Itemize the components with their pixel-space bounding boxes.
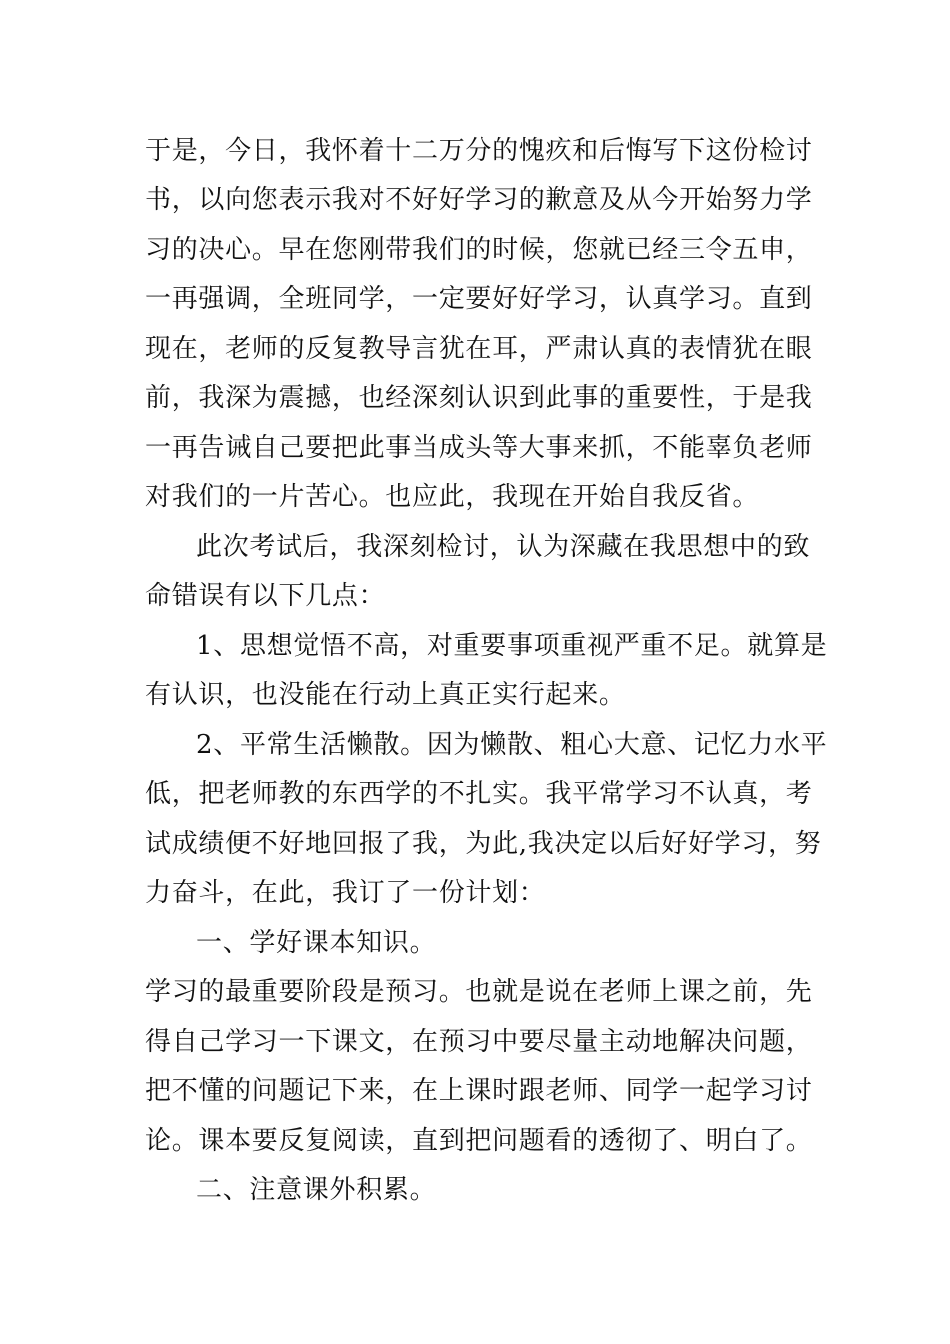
text-line: 把不懂的问题记下来，在上课时跟老师、同学一起学习讨 [145,1076,813,1106]
text-line: 前，我深为震撼，也经深刻认识到此事的重要性，于是我 [145,383,813,413]
text-line: 二、注意课外积累。 [196,1175,437,1205]
text-line: 一再告诫自己要把此事当成头等大事来抓，不能辜负老师 [145,433,813,463]
text-line: 此次考试后，我深刻检讨，认为深藏在我思想中的致 [196,532,811,562]
text-line: 命错误有以下几点： [145,581,386,611]
text-line: 一、学好课本知识。 [196,928,437,958]
text-line: 低，把老师教的东西学的不扎实。我平常学习不认真，考 [145,779,813,809]
text-line: 对我们的一片苦心。也应此，我现在开始自我反省。 [145,482,760,512]
text-line: 一再强调，全班同学，一定要好好学习，认真学习。直到 [145,284,813,314]
text-line: 现在，老师的反复教导言犹在耳，严肃认真的表情犹在眼 [145,334,813,364]
text-line: 得自己学习一下课文，在预习中要尽量主动地解决问题， [145,1027,813,1057]
text-line: 试成绩便不好地回报了我，为此,我决定以后好好学习，努 [145,829,822,859]
text-line: 学习的最重要阶段是预习。也就是说在老师上课之前，先 [145,977,813,1007]
text-line: 力奋斗，在此，我订了一份计划： [145,878,546,908]
text-line: 书，以向您表示我对不好好学习的歉意及从今开始努力学 [145,185,813,215]
text-line: 2、平常生活懒散。因为懒散、粗心大意、记忆力水平 [196,730,828,760]
text-line: 有认识，也没能在行动上真正实行起来。 [145,680,626,710]
text-line: 论。课本要反复阅读，直到把问题看的透彻了、明白了。 [145,1126,813,1156]
text-line: 于是，今日，我怀着十二万分的愧疚和后悔写下这份检讨 [145,136,813,166]
text-line: 1、思想觉悟不高，对重要事项重视严重不足。就算是 [196,631,828,661]
text-line: 习的决心。早在您刚带我们的时候，您就已经三令五申， [145,235,813,265]
